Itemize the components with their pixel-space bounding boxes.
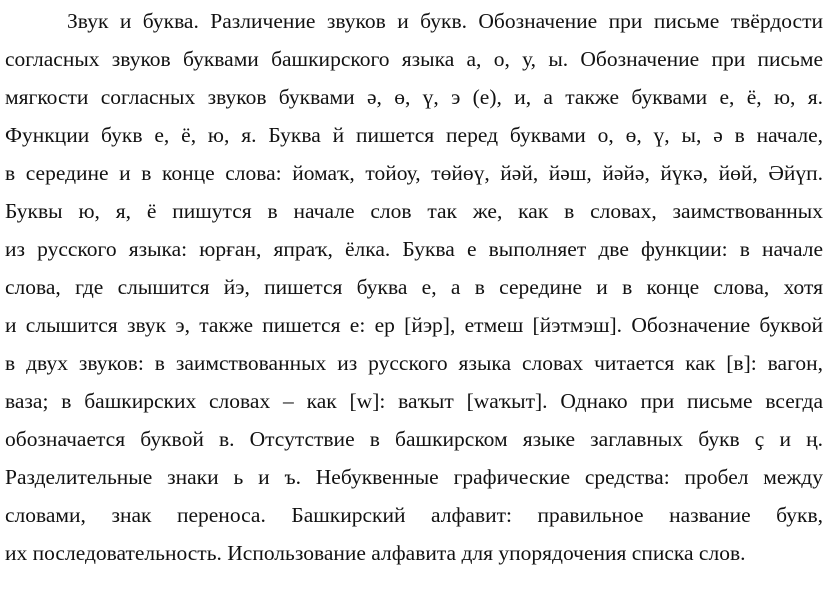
text-line-13: Разделительные знаки ь и ъ. Небуквенные графические средства: пробел между <box>5 465 823 489</box>
text-line-7: из русского языка: юрған, япраҡ, ёлка. Буква е выполняет две функции: в начале <box>5 237 823 261</box>
text-line-4: Функции букв е, ё, ю, я. Буква й пишется перед буквами о, ө, ү, ы, ә в начале, <box>5 123 823 147</box>
text-line-14: словами, знак переноса. Башкирский алфавит: правильное название букв, <box>5 503 823 527</box>
text-line-9: и слышится звук э, также пишется е: ер [йэр], етмеш [йэтмэш]. Обозначение буквой <box>5 313 823 337</box>
text-line-1: Звук и буква. Различение звуков и букв. Обозначение при письме твёрдости <box>67 9 823 33</box>
text-line-12: обозначается буквой в. Отсутствие в башкирском языке заглавных букв ҫ и ң. <box>5 427 823 451</box>
text-line-3: мягкости согласных звуков буквами ә, ө, ү, э (е), и, а также буквами е, ё, ю, я. <box>5 85 823 109</box>
text-line-2: согласных звуков буквами башкирского языка а, о, у, ы. Обозначение при письме <box>5 47 823 71</box>
text-line-5: в середине и в конце слова: йомаҡ, тойоу, төйөү, йәй, йәш, йәйә, йүкә, йөй, Әйүп. <box>5 161 823 185</box>
text-line-6: Буквы ю, я, ё пишутся в начале слов так же, как в словах, заимствованных <box>5 199 823 223</box>
text-line-10: в двух звуков: в заимствованных из русского языка словах читается как [в]: вагон, <box>5 351 823 375</box>
text-line-11: ваза; в башкирских словах – как [w]: ваҡыт [waҡыт]. Однако при письме всегда <box>5 389 823 413</box>
text-line-8: слова, где слышится йэ, пишется буква е, а в середине и в конце слова, хотя <box>5 275 823 299</box>
text-line-15: их последовательность. Использование алфавита для упорядочения списка слов. <box>5 541 746 565</box>
